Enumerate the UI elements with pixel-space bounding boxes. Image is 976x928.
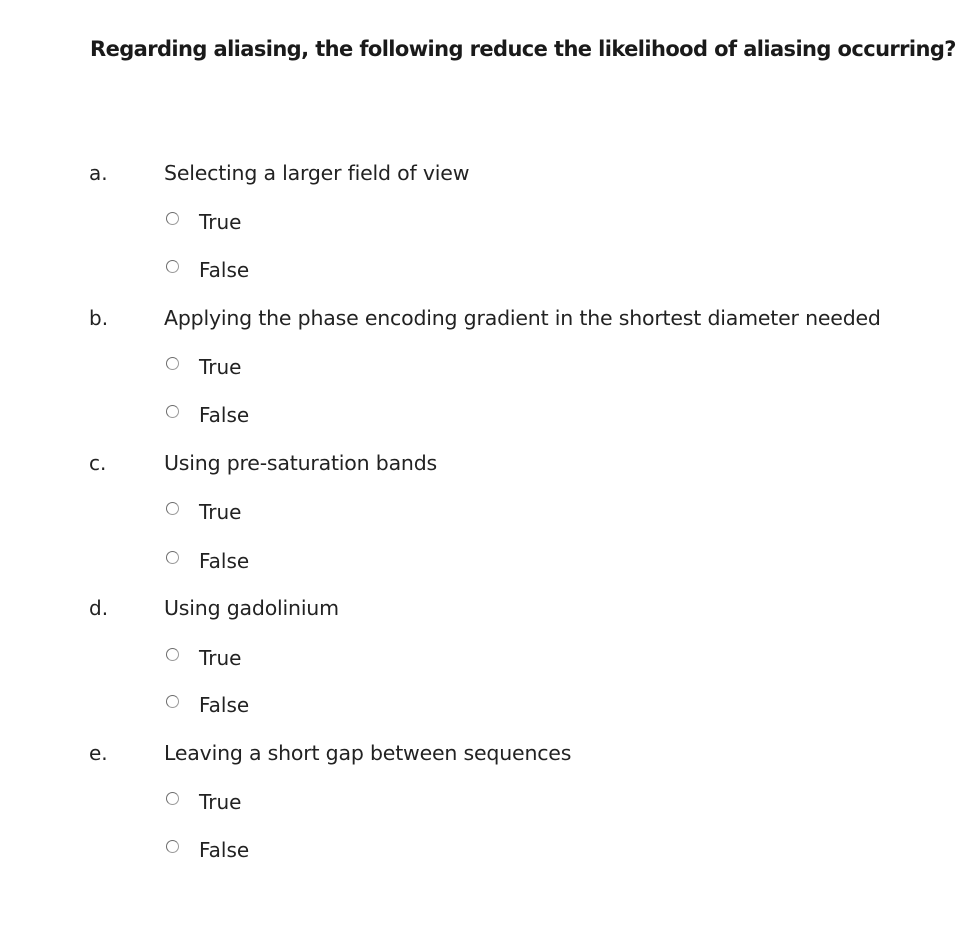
- radio-button[interactable]: [166, 695, 179, 708]
- radio-button[interactable]: [166, 405, 179, 418]
- option-false[interactable]: [166, 548, 249, 574]
- question-title: Regarding aliasing, the following reduce the likelihood of aliasing occurring?: [90, 37, 956, 61]
- option-true[interactable]: [166, 789, 241, 815]
- radio-button[interactable]: [166, 502, 179, 515]
- option-label: True: [199, 355, 242, 379]
- item-statement: Using gadolinium: [164, 596, 339, 620]
- radio-button[interactable]: [166, 840, 179, 853]
- option-true[interactable]: [166, 354, 241, 380]
- item-letter: c.: [89, 451, 107, 475]
- item-statement: Applying the phase encoding gradient in the shortest diameter needed: [164, 306, 881, 330]
- option-false[interactable]: [166, 837, 249, 863]
- option-false[interactable]: [166, 692, 249, 718]
- item-letter: d.: [89, 596, 109, 620]
- item-statement: Leaving a short gap between sequences: [164, 741, 572, 765]
- item-statement: Using pre-saturation bands: [164, 451, 438, 475]
- item-letter: b.: [89, 306, 109, 330]
- option-label: False: [199, 549, 250, 573]
- option-label: True: [199, 500, 242, 524]
- option-label: True: [199, 646, 242, 670]
- radio-button[interactable]: [166, 260, 179, 273]
- option-label: True: [199, 790, 242, 814]
- option-true[interactable]: [166, 645, 241, 671]
- item-letter: e.: [89, 741, 108, 765]
- option-label: False: [199, 838, 250, 862]
- option-true[interactable]: [166, 209, 241, 235]
- option-label: False: [199, 258, 250, 282]
- option-label: False: [199, 693, 250, 717]
- option-label: False: [199, 403, 250, 427]
- radio-button[interactable]: [166, 648, 179, 661]
- radio-button[interactable]: [166, 212, 179, 225]
- option-label: True: [199, 210, 242, 234]
- radio-button[interactable]: [166, 357, 179, 370]
- option-true[interactable]: [166, 499, 241, 525]
- option-false[interactable]: [166, 402, 249, 428]
- option-false[interactable]: [166, 257, 249, 283]
- radio-button[interactable]: [166, 792, 179, 805]
- item-letter: a.: [89, 161, 108, 185]
- item-statement: Selecting a larger field of view: [164, 161, 470, 185]
- radio-button[interactable]: [166, 551, 179, 564]
